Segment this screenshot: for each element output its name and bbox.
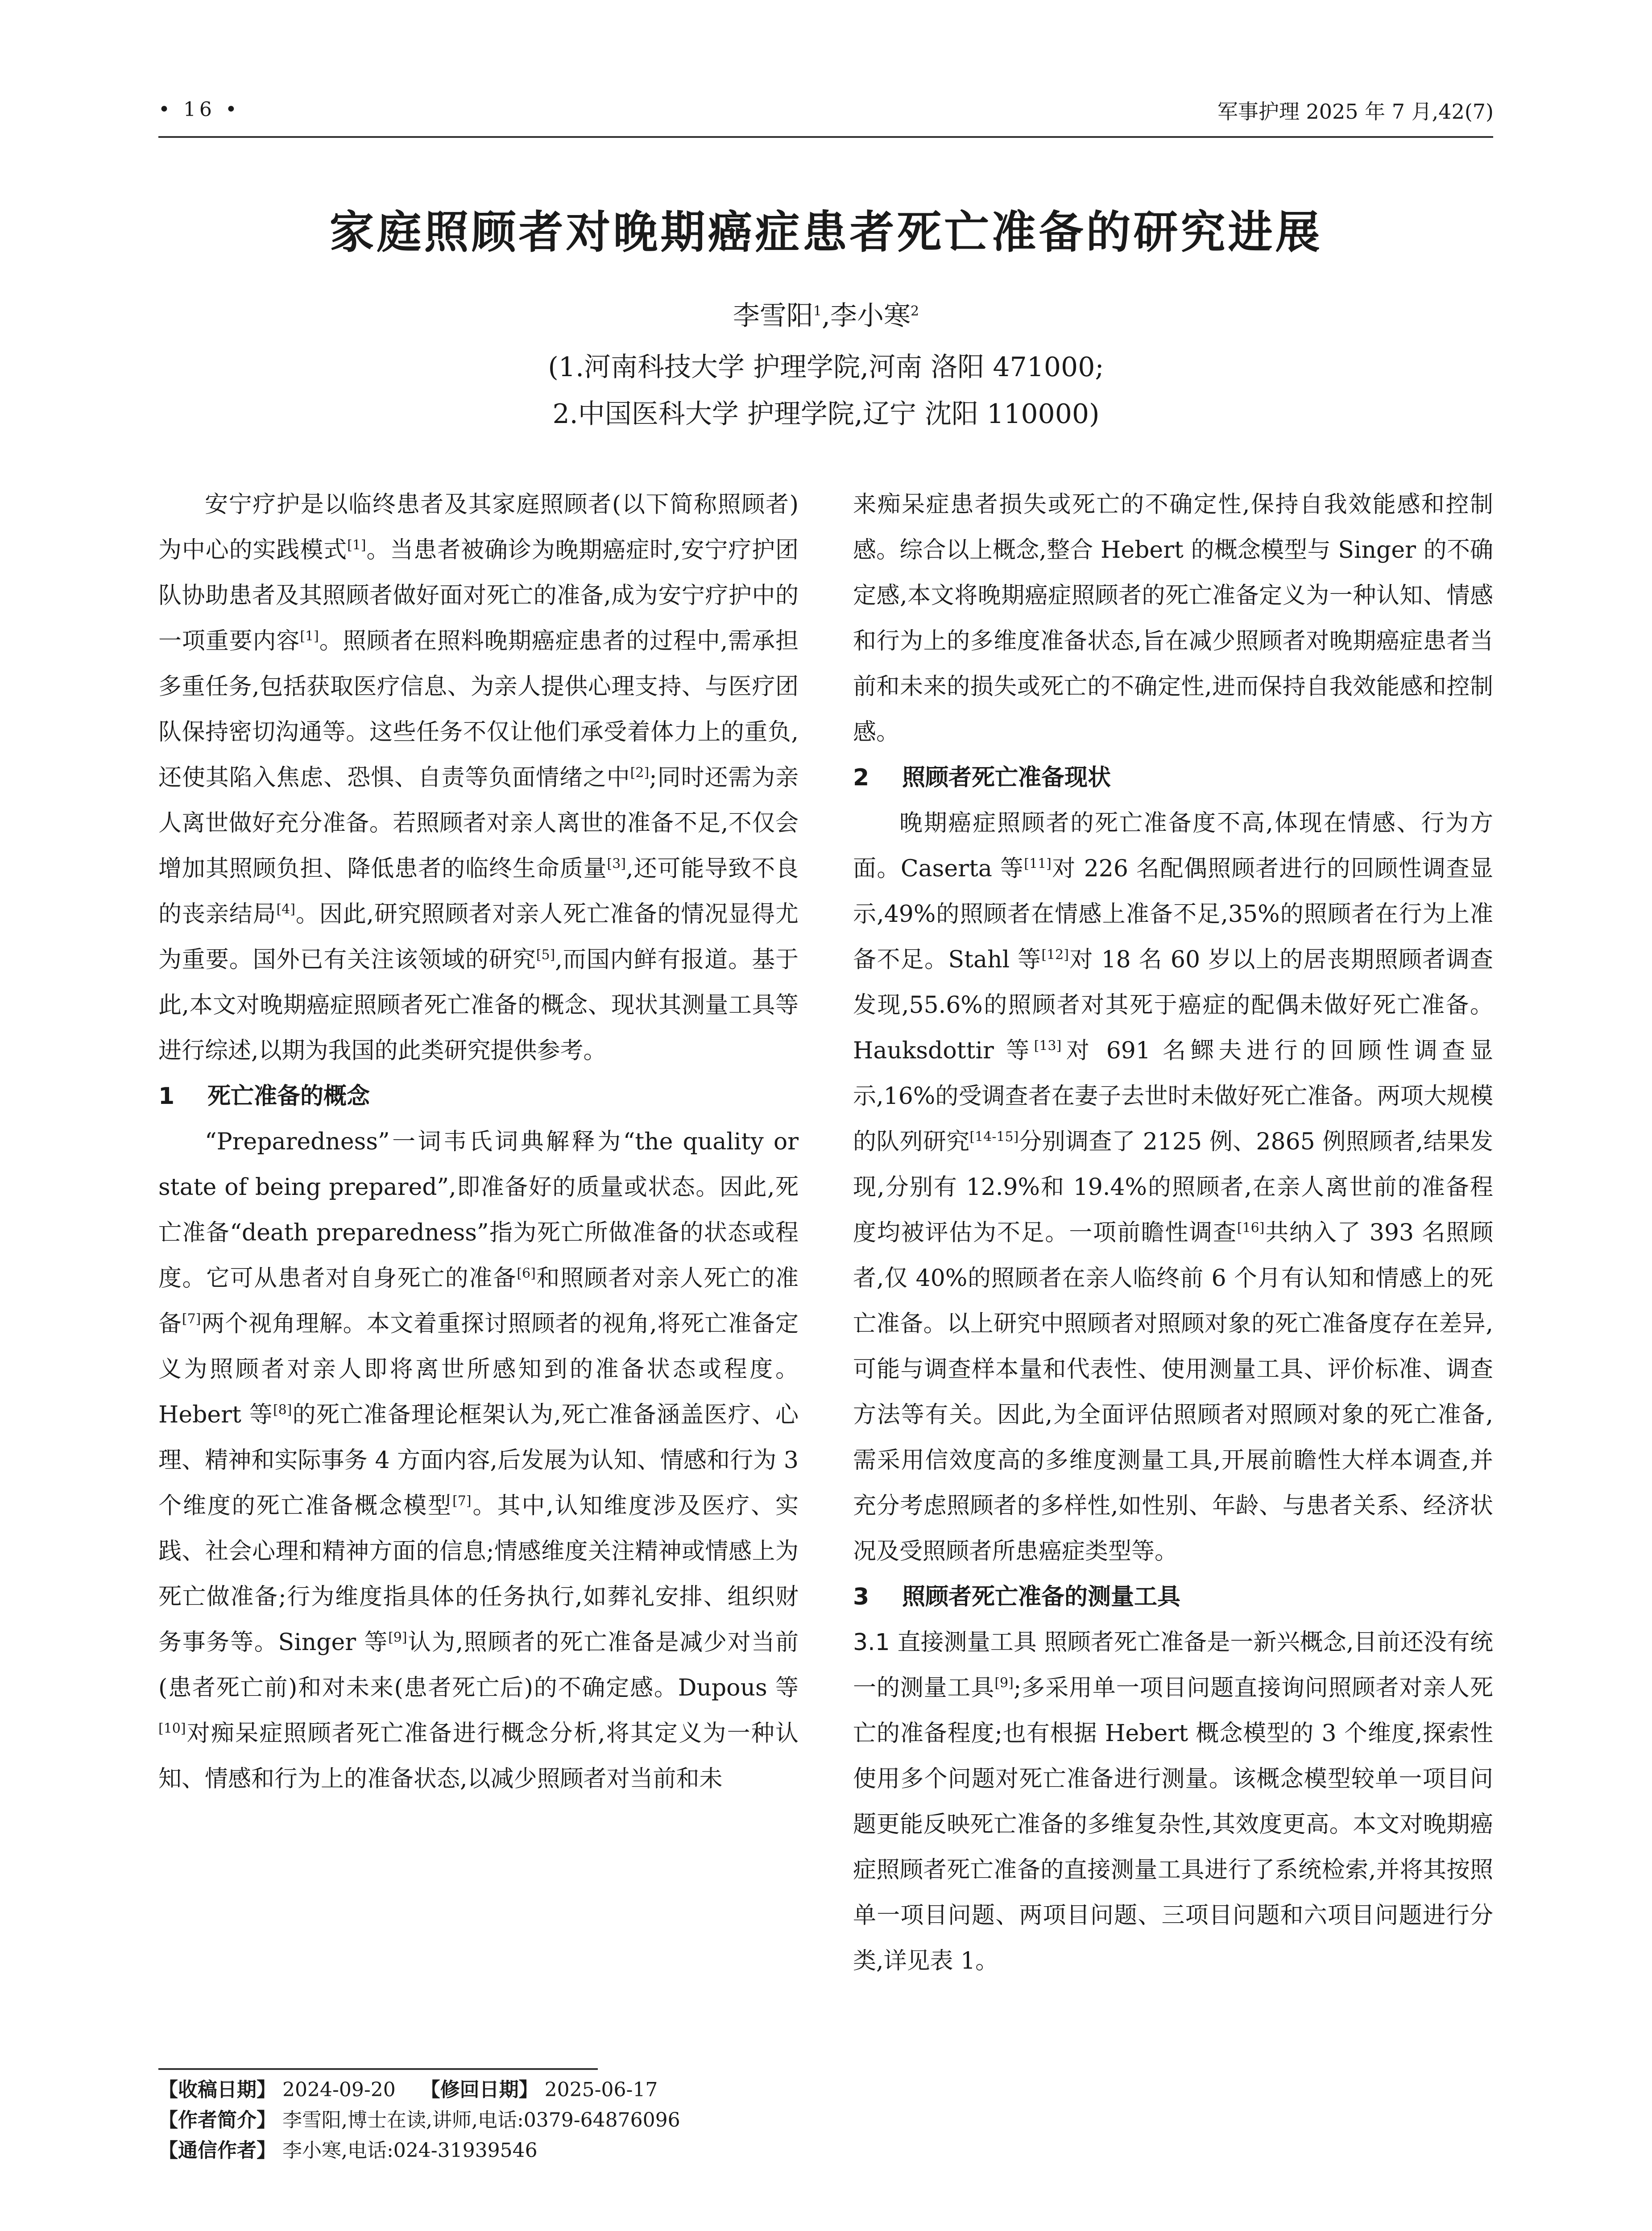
- footnote-author-bio: 【作者简介】 李雪阳,博士在读,讲师,电话:0379-64876096: [158, 2109, 680, 2131]
- body-paragraph: “Preparedness”一词韦氏词典解释为“the quality or state of being prepared”,即准备好的质量或状态。因此,死亡准备“death preparedness”指为死亡所做准备的状态或程度。它可从患者对自身死亡的准备[6]和照顾者对亲人死亡的准备[7]两个视角理解。本文着重探讨照顾者的视角,将死亡准备定义为照顾者对亲人即将离世所感知到的准备状态或程度。Hebert 等[8]的死亡准备理论框架认为,死亡准备涵盖医疗、心理、精神和实际事务 4 方面内容,后发展为认知、情感和行为 3 个维度的死亡准备概念模型[7]。其中,认知维度涉及医疗、实践、社会心理和精神方面的信息;情感维度关注精神或情感上为死亡做准备;行为维度指具体的任务执行,如葬礼安排、组织财务事务等。Singer 等[9]认为,照顾者的死亡准备是减少对当前(患者死亡前)和对未来(患者死亡后)的不确定感。Dupous 等[10]对痴呆症照顾者死亡准备进行概念分析,将其定义为一种认知、情感和行为上的准备状态,以减少照顾者对当前和未: [158, 1128, 799, 1792]
- citation: [10]: [158, 1721, 186, 1737]
- citation: [2]: [630, 765, 650, 781]
- author-separator: ,: [821, 300, 831, 332]
- section-title: 照顾者死亡准备的测量工具: [902, 1584, 1181, 1610]
- subsection-heading: 3.1 直接测量工具: [853, 1629, 1037, 1656]
- section-number: 3: [853, 1584, 869, 1610]
- affiliation-line: 2.中国医科大学 护理学院,辽宁 沈阳 110000): [552, 398, 1100, 430]
- citation: [4]: [276, 901, 295, 917]
- body-paragraph: 来痴呆症患者损失或死亡的不确定性,保持自我效能感和控制感。综合以上概念,整合 Hebert 的概念模型与 Singer 的不确定感,本文将晚期癌症照顾者的死亡准备定义为一种认知、情感和行为上的多维度准备状态,旨在减少照顾者对晚期癌症患者当前和未来的损失或死亡的不确定性,进而保持自我效能感和控制感。: [853, 491, 1493, 746]
- body-paragraph: 3.1 直接测量工具 照顾者死亡准备是一新兴概念,目前还没有统一的测量工具[9];多采用单一项目问题直接询问照顾者对亲人死亡的准备程度;也有根据 Hebert 概念模型的 3 个维度,探索性使用多个问题对死亡准备进行测量。该概念模型较单一项目问题更能反映死亡准备的多维复杂性,其效度更高。本文对晚期癌症照顾者死亡准备的直接测量工具进行了系统检索,并将其按照单一项目问题、两项目问题、三项目问题和六项目问题进行分类,详见表 1。: [853, 1629, 1493, 1974]
- citation: [11]: [1024, 856, 1052, 872]
- citation: [1]: [347, 537, 366, 553]
- citation: [7]: [452, 1493, 472, 1509]
- affiliation-marker: 2: [911, 303, 919, 319]
- footnote-rule: [158, 2068, 598, 2070]
- author-name: 李雪阳: [733, 300, 813, 332]
- citation: [9]: [388, 1630, 407, 1646]
- section-heading: [853, 1574, 1493, 1620]
- section-number: 2: [853, 764, 869, 791]
- citation: [9]: [994, 1675, 1014, 1691]
- footnote-corresponding: 【通信作者】 李小寒,电话:024-31939546: [158, 2139, 538, 2162]
- right-column: [853, 482, 1493, 1984]
- citation: [5]: [536, 947, 555, 963]
- citation: [3]: [607, 856, 626, 872]
- citation: [12]: [1041, 947, 1069, 963]
- citation: [13]: [1034, 1038, 1062, 1054]
- affiliation-line: (1.河南科技大学 护理学院,河南 洛阳 471000;: [548, 352, 1104, 383]
- section-heading: [158, 1074, 799, 1119]
- body-paragraph: 安宁疗护是以临终患者及其家庭照顾者(以下简称照顾者)为中心的实践模式[1]。当患者被确诊为晚期癌症时,安宁疗护团队协助患者及其照顾者做好面对死亡的准备,成为安宁疗护中的一项重要内容[1]。照顾者在照料晚期癌症患者的过程中,需承担多重任务,包括获取医疗信息、为亲人提供心理支持、与医疗团队保持密切沟通等。这些任务不仅让他们承受着体力上的重负,还使其陷入焦虑、恐惧、自责等负面情绪之中[2];同时还需为亲人离世做好充分准备。若照顾者对亲人离世的准备不足,不仅会增加其照顾负担、降低患者的临终生命质量[3],还可能导致不良的丧亲结局[4]。因此,研究照顾者对亲人死亡准备的情况显得尤为重要。国外已有关注该领域的研究[5],而国内鲜有报道。基于此,本文对晚期癌症照顾者死亡准备的概念、现状其测量工具等进行综述,以期为我国的此类研究提供参考。: [158, 491, 799, 1064]
- author-name: 李小寒: [830, 300, 911, 332]
- citation: [1]: [300, 628, 319, 644]
- citation: [14-15]: [969, 1129, 1019, 1145]
- section-title: 照顾者死亡准备现状: [902, 764, 1111, 791]
- page-number: • 16 •: [158, 98, 240, 121]
- affiliation-marker: 1: [813, 303, 822, 319]
- section-title: 死亡准备的概念: [207, 1083, 370, 1110]
- footnote-dates: 【收稿日期】 2024-09-20 【修回日期】 2025-06-17: [158, 2078, 658, 2101]
- article-title: 家庭照顾者对晚期癌症患者死亡准备的研究进展: [329, 206, 1323, 258]
- journal-header: 军事护理 2025 年 7 月,42(7): [1217, 100, 1494, 124]
- footnotes: [158, 2075, 799, 2166]
- citation: [7]: [182, 1311, 201, 1327]
- citation: [8]: [273, 1402, 292, 1418]
- author-line: [0, 294, 1652, 333]
- section-heading: [853, 755, 1493, 800]
- citation: [16]: [1237, 1220, 1265, 1236]
- section-number: 1: [158, 1083, 175, 1110]
- left-column: [158, 482, 799, 1802]
- body-paragraph: 晚期癌症照顾者的死亡准备度不高,体现在情感、行为方面。Caserta 等[11]对 226 名配偶照顾者进行的回顾性调查显示,49%的照顾者在情感上准备不足,35%的照顾者在行为上准备不足。Stahl 等[12]对 18 名 60 岁以上的居丧期照顾者调查发现,55.6%的照顾者对其死于癌症的配偶未做好死亡准备。Hauksdottir 等[13]对 691 名鳏夫进行的回顾性调查显示,16%的受调查者在妻子去世时未做好死亡准备。两项大规模的队列研究[14-15]分别调查了 2125 例、2865 例照顾者,结果发现,分别有 12.9%和 19.4%的照顾者,在亲人离世前的准备程度均被评估为不足。一项前瞻性调查[16]共纳入了 393 名照顾者,仅 40%的照顾者在亲人临终前 6 个月有认知和情感上的死亡准备。以上研究中照顾者对照顾对象的死亡准备度存在差异,可能与调查样本量和代表性、使用测量工具、评价标准、调查方法等有关。因此,为全面评估照顾者对照顾对象的死亡准备,需采用信效度高的多维度测量工具,开展前瞻性大样本调查,并充分考虑照顾者的多样性,如性别、年龄、与患者关系、经济状况及受照顾者所患癌症类型等。: [853, 810, 1493, 1565]
- citation: [6]: [517, 1265, 536, 1281]
- header-rule: [158, 136, 1493, 138]
